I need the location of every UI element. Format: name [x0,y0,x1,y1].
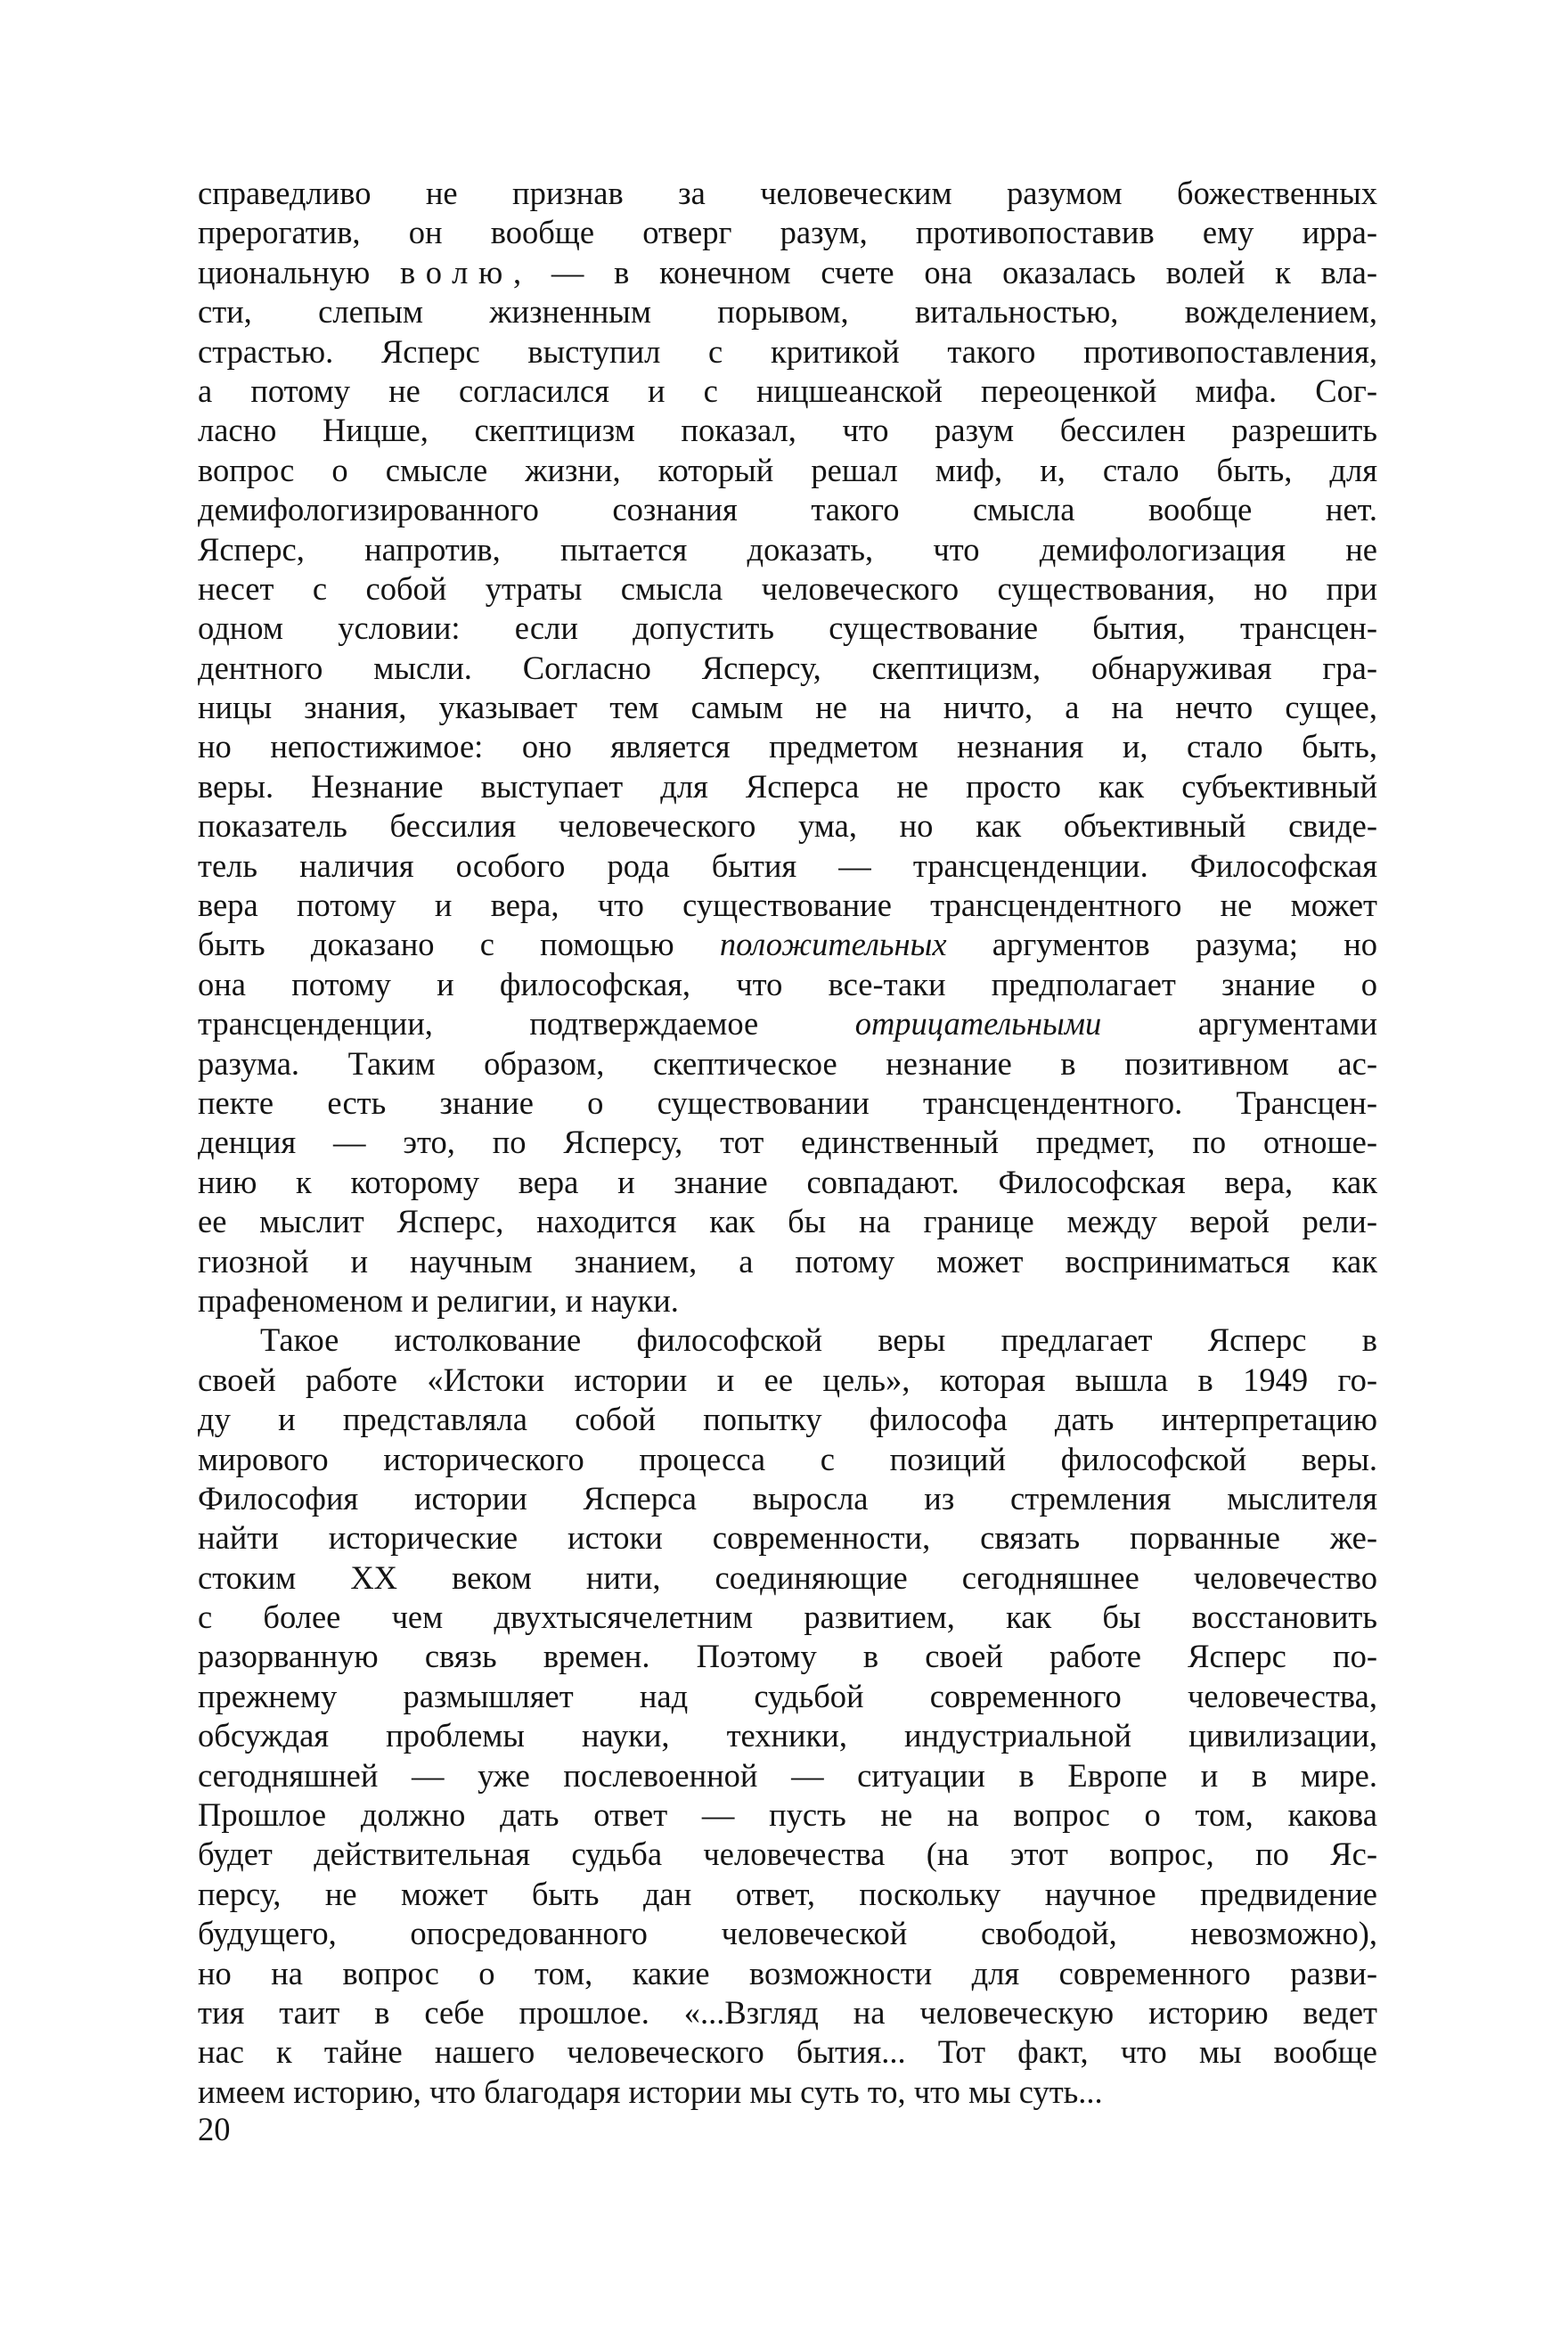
text-run: трансценденции, подтверждаемое [198,1005,855,1043]
text-line: стоким XX веком нити, соединяющие сегодняшнее человечество [198,1558,1377,1596]
text-line: а потому не согласился и с ницшеанской переоценкой мифа. Сог- [198,372,1377,409]
text-line [198,925,1377,964]
text-line: прафеноменом и религии, и науки. [198,1281,679,1319]
text-run: аргументов разума; но [946,926,1377,963]
paragraph [198,174,1377,1321]
text-line: ницы знания, указывает тем самым не на ничто, а на нечто сущее, [198,689,1377,726]
text-line: Такое истолкование философской веры предлагает Ясперс в [260,1321,1377,1359]
text-line: персу, не может быть дан ответ, поскольку научное предвидение [198,1875,1377,1912]
text-line: мирового исторического процесса с позиций философской веры. [198,1440,1377,1477]
text-line: нию к которому вера и знание совпадают. Философская вера, как [198,1163,1377,1200]
text-line: гиозной и научным знанием, а потому может восприниматься как [198,1242,1377,1280]
text-run: аргументами [1101,1005,1377,1043]
text-line: обсуждая проблемы науки, техники, индустриальной цивилизации, [198,1717,1377,1754]
text-line: имеем историю, что благодаря истории мы суть то, что мы суть... [198,2073,1103,2110]
spaced-emphasis: волю [400,253,514,290]
text-line: денция — это, по Ясперсу, тот единственный предмет, по отноше- [198,1124,1377,1161]
text-line: несет с собой утраты смысла человеческого существования, но при [198,569,1377,607]
text-line: сегодняшней — уже послевоенной — ситуации в Европе и в мире. [198,1756,1377,1794]
text-line: Прошлое должно дать ответ — пусть не на вопрос о том, какова [198,1796,1377,1834]
text-run: , — в конечном счете она оказалась волей к вла- [513,253,1377,290]
text-line: пекте есть знание о существовании трансцендентного. Трансцен- [198,1084,1377,1121]
italic-emphasis: отрицательными [854,1005,1102,1043]
text-line: демифологизированного сознания такого смысла вообще нет. [198,491,1377,528]
text-line: прежнему размышляет над судьбой современного человечества, [198,1677,1377,1714]
text-line: разорванную связь времен. Поэтому в своей работе Ясперс по- [198,1638,1377,1675]
text-line: показатель бессилия человеческого ума, но как объективный свиде- [198,807,1377,845]
text-line: ду и представляла собой попытку философа дать интерпретацию [198,1401,1377,1438]
text-line: будущего, опосредованного человеческой свободой, невозможно), [198,1915,1377,1952]
text-line [198,253,1377,292]
body-text [198,174,1377,2112]
text-line: сти, слепым жизненным порывом, витальностью, вожделением, [198,293,1377,331]
text-line: Философия истории Ясперса выросла из стремления мыслителя [198,1479,1377,1517]
text-line [198,1004,1377,1043]
text-line: страстью. Ясперс выступил с критикой такого противопоставления, [198,332,1377,370]
text-line: ласно Ницше, скептицизм показал, что разум бессилен разрешить [198,412,1377,449]
text-line: ее мыслит Ясперс, находится как бы на границе между верой рели- [198,1203,1377,1240]
text-line: Ясперс, напротив, пытается доказать, что демифологизация не [198,530,1377,568]
paragraph [198,1321,1377,2112]
text-line: с более чем двухтысячелетним развитием, как бы восстановить [198,1599,1377,1636]
text-line: разума. Таким образом, скептическое незнание в позитивном ас- [198,1044,1377,1082]
italic-emphasis: положительных [719,926,947,963]
text-line: найти исторические истоки современности, связать порванные же- [198,1519,1377,1557]
page-number: 20 [198,2111,231,2147]
text-line: но непостижимое: оно является предметом незнания и, стало быть, [198,728,1377,765]
text-line: нас к тайне нашего человеческого бытия... Тот факт, что мы вообще [198,2033,1377,2071]
text-line: справедливо не признав за человеческим разумом божественных [198,175,1377,211]
text-line: тия таит в себе прошлое. «...Взгляд на человеческую историю ведет [198,1993,1377,2031]
text-run: циональную [198,253,401,290]
text-line: одном условии: если допустить существование бытия, трансцен- [198,609,1377,647]
text-line: будет действительная судьба человечества (на этот вопрос, по Яс- [198,1836,1377,1873]
text-line: вопрос о смысле жизни, который решал миф, и, стало быть, для [198,451,1377,488]
text-line: своей работе «Истоки истории и ее цель», которая вышла в 1949 го- [198,1361,1377,1398]
text-line: она потому и философская, что все-таки предполагает знание о [198,965,1377,1002]
text-line: дентного мысли. Согласно Ясперсу, скептицизм, обнаруживая гра- [198,649,1377,686]
text-run: быть доказано с помощью [198,926,720,963]
text-line: тель наличия особого рода бытия — трансценденции. Философская [198,846,1377,884]
text-line: веры. Незнание выступает для Ясперса не просто как субъективный [198,767,1377,805]
text-line: но на вопрос о том, какие возможности для современного разви- [198,1954,1377,1991]
text-line: прерогатив, он вообще отверг разум, противопоставив ему ирра- [198,214,1377,251]
text-line: вера потому и вера, что существование трансцендентного не может [198,887,1377,924]
